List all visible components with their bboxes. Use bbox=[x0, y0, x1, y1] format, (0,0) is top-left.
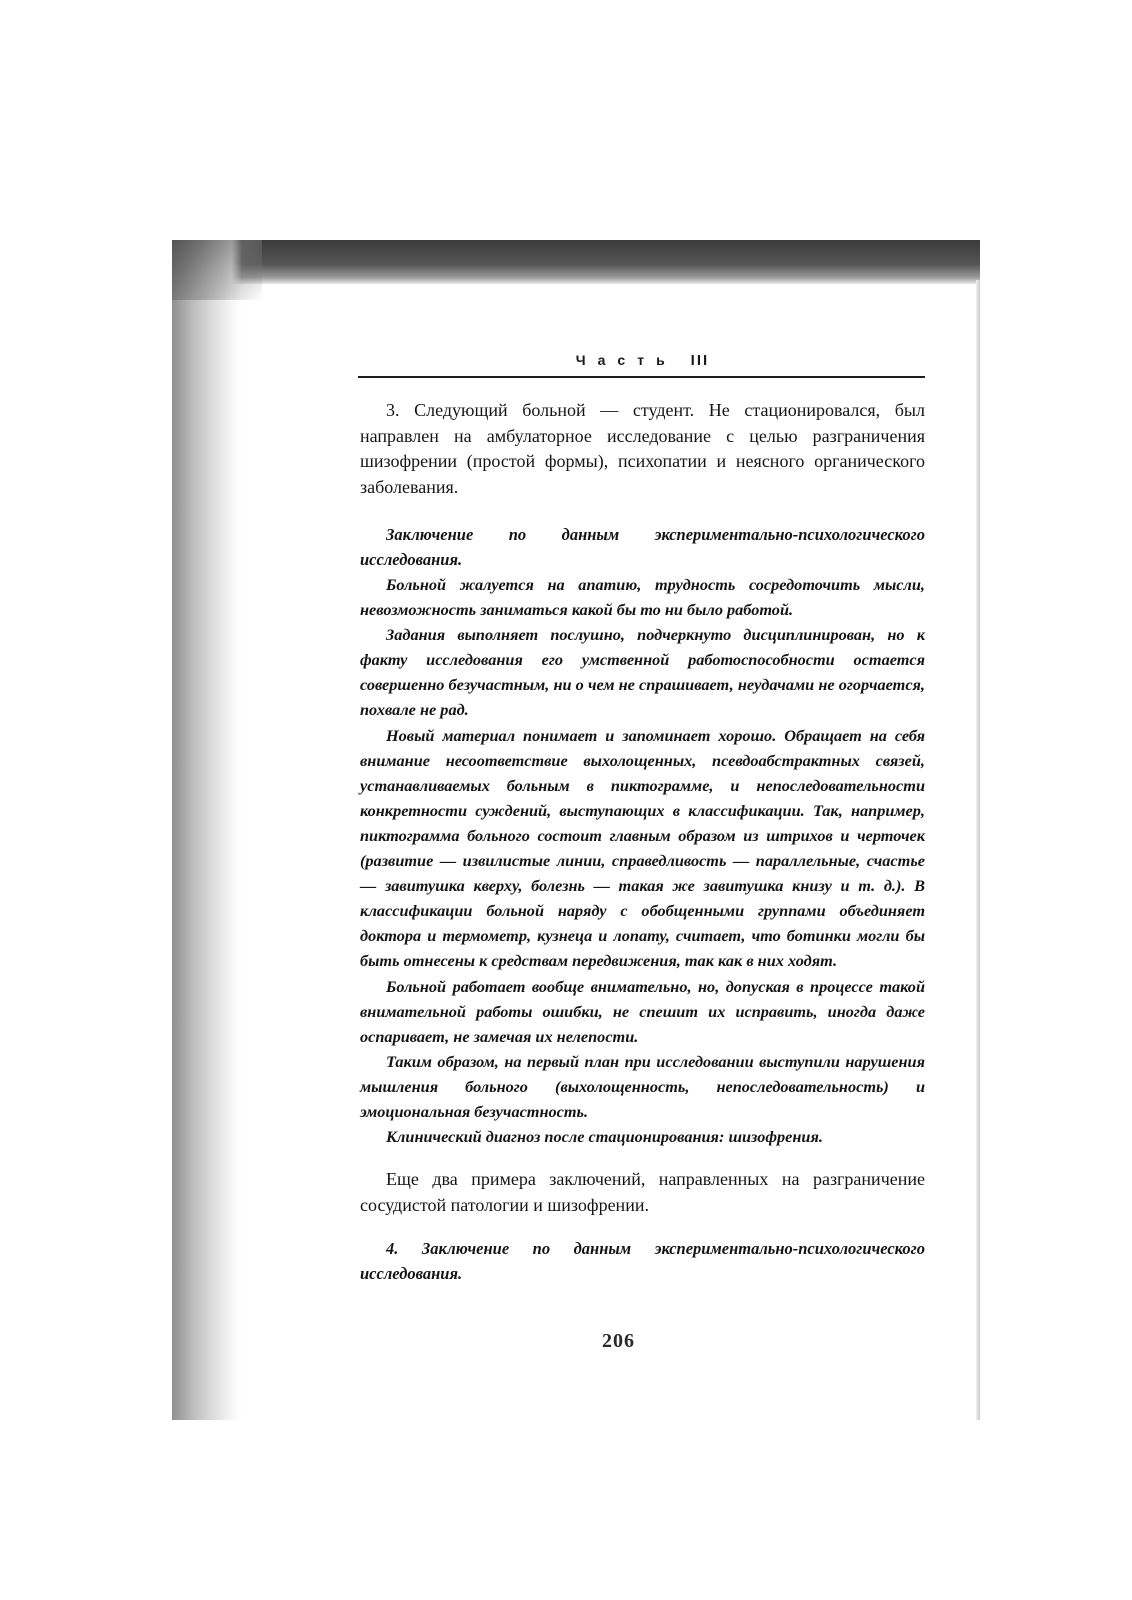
conclusion-heading-4: 4. Заключение по данным экспериментально-психологического исследования. bbox=[360, 1239, 925, 1284]
paragraph-two-examples: Еще два примера заключений, направленных на разграничение сосудистой патологии и шизофрении. bbox=[360, 1169, 925, 1215]
paragraph-complaints: Больной жалуется на апатию, трудность сосредоточить мысли, невозможность заниматься какой бы то ни было работой. bbox=[360, 575, 925, 620]
scan-corner-shadow bbox=[172, 240, 262, 300]
page-number: 206 bbox=[602, 1330, 635, 1352]
body-text bbox=[360, 398, 925, 1286]
paragraph-summary: Таким образом, на первый план при исследовании выступили нарушения мышления больного (выхолощенность, непоследовательность) и эмоциональная безучастность. bbox=[360, 1051, 925, 1121]
scan-top-shadow bbox=[172, 240, 980, 284]
paragraph-intro: 3. Следующий больной — студент. Не стационировался, был направлен на амбулаторное исследование с целью разграничения шизофрении (простой формы), психопатии и неясного органического заболевания. bbox=[360, 400, 925, 497]
header-rule bbox=[358, 376, 925, 378]
running-head-label: Часть bbox=[575, 352, 677, 368]
running-head-roman: III bbox=[690, 352, 710, 369]
book-page bbox=[172, 240, 980, 1420]
paragraph-attentive: Больной работает вообще внимательно, но, допуская в процессе такой внимательной работы ошибки, не спешит их исправить, иногда даже оспаривает, не замечая их нелепости. bbox=[360, 976, 925, 1046]
paragraph-tasks: Задания выполняет послушно, подчеркнуто дисциплинирован, но к факту исследования его умственной работоспособности остается совершенно безучастным, ни о чем не спрашивает, неудачами не огорчается, похвале не рад. bbox=[360, 625, 925, 720]
paragraph-diagnosis: Клинический диагноз после стационирования: шизофрения. bbox=[386, 1127, 823, 1147]
conclusion-heading: Заключение по данным экспериментально-психологического исследования. bbox=[360, 525, 925, 569]
paragraph-new-material: Новый материал понимает и запоминает хорошо. Обращает на себя внимание несоответствие выхолощенных, псевдоабстрактных связей, устанавливаемых больным в пиктограмме, и непоследовательности конкретности суждений, выступающих в классификации. Так, например, пиктограмма больного состоит главным образом из штрихов и черточек (развитие — извилистые линии, справедливость — параллельные, счастье — завитушка кверху, болезнь — такая же завитушка книзу и т. д.). В классификации больной наряду с обобщенными группами объединяет доктора и термометр, кузнеца и лопату, считает, что ботинки могли бы быть отнесены к средствам передвижения, так как в них ходят. bbox=[360, 725, 925, 971]
page-edge bbox=[976, 280, 980, 1420]
running-head bbox=[360, 352, 925, 376]
scan-spine-shadow bbox=[172, 240, 242, 1420]
